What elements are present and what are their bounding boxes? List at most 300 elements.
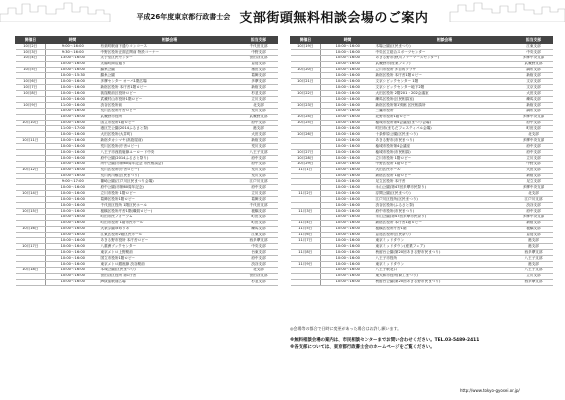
cell-venue: 板橋区役所庁舎1階: [375, 226, 515, 232]
cell-branch: 府中支部: [240, 120, 278, 126]
cell-branch: 渋谷支部: [240, 261, 278, 267]
cell-branch: 板橋支部: [240, 208, 278, 214]
cell-time: 10:00〜16:00: [46, 208, 100, 214]
cell-branch: 豊島支部: [515, 232, 553, 238]
cell-time: 10:00〜16:00: [321, 232, 375, 238]
cell-branch: 杉並支部: [240, 279, 278, 285]
cell-time: 9:00〜16:00: [46, 44, 100, 50]
cell-venue: 町田市役所 1階市民ホール: [100, 220, 240, 226]
cell-venue: 中野区役所 1階ロビー: [375, 161, 515, 167]
cell-venue: 三鷹市役所: [375, 108, 515, 114]
cell-time: 10:00〜16:00: [46, 91, 100, 97]
cell-time: 10:00〜16:00: [46, 185, 100, 191]
cell-time: 10:00〜16:00: [46, 173, 100, 179]
cell-time: 10:00〜16:00: [46, 85, 100, 91]
cell-branch: 文京支部: [515, 85, 553, 91]
cell-date: 10月24日: [291, 114, 321, 120]
cell-time: 10:00〜16:00: [321, 120, 375, 126]
cell-branch: 北支部: [240, 102, 278, 108]
cell-venue: あきる野市役所 本庁舎ロビー: [100, 238, 240, 244]
column-header-date: 開催日: [291, 37, 321, 44]
cell-venue: 秋留台公園(第20回あきる野市民まつり): [375, 250, 515, 256]
cell-venue: 国立市役所1階ロビー: [100, 256, 240, 262]
cell-time: 10:00〜16:00: [321, 191, 375, 197]
cell-date: 11月2日: [291, 191, 321, 197]
cell-date: 10月5日: [16, 67, 46, 73]
cell-date: [291, 279, 321, 285]
cell-time: 10:00〜16:00: [46, 120, 100, 126]
cell-venue: 東京ミッドタウン: [375, 261, 515, 267]
cell-time: 10:00〜16:00: [321, 85, 375, 91]
cell-venue: 東京メトロ銀座線 渋谷駅前: [100, 261, 240, 267]
cell-time: 10:00〜16:00: [46, 61, 100, 67]
cell-venue: 板橋区役所庁舎1階(職員ロビー): [100, 208, 240, 214]
cell-time: 9:00〜17:00: [46, 179, 100, 185]
cell-branch: 中央支部: [240, 244, 278, 250]
cell-branch: 葛飾支部: [240, 73, 278, 79]
cell-time: 10:00〜16:00: [321, 138, 375, 144]
cell-venue: 新宿区役所第1別館 区民相談所: [375, 102, 515, 108]
cell-time: 10:00〜16:00: [46, 279, 100, 285]
cell-branch: 立川支部: [240, 97, 278, 103]
cell-branch: 西多摩支部: [515, 279, 553, 285]
cell-venue: 豊島区役所(区民祭り): [375, 232, 515, 238]
cell-branch: 武蔵野支部: [240, 114, 278, 120]
column-header-branch: 担当支部: [515, 37, 553, 44]
cell-date: 11月7日: [291, 238, 321, 244]
cell-venue: 武蔵野市役所: [100, 114, 240, 120]
cell-date: 10月22日: [291, 91, 321, 97]
cell-date: 11月3日: [291, 208, 321, 214]
cell-venue: 錦糸公園: [100, 67, 240, 73]
cell-venue: 武蔵野市(産業フェア): [375, 61, 515, 67]
cell-branch: 大田支部: [515, 91, 553, 97]
cell-venue: あきる野市(秋川ファーマーズセンター): [375, 55, 515, 61]
cell-branch: 北支部: [515, 191, 553, 197]
cell-time: 10:00〜16:00: [321, 102, 375, 108]
cell-time: 10:00〜15:30: [46, 73, 100, 79]
cell-branch: 杉並支部: [240, 91, 278, 97]
cell-venue: 錦糸公園: [100, 73, 240, 79]
cell-time: 10:00〜16:00: [321, 161, 375, 167]
cell-time: 10:00〜16:00: [321, 226, 375, 232]
cell-venue: 北野市役所1階ロビー: [375, 114, 515, 120]
cell-branch: 文京支部: [515, 79, 553, 85]
cell-venue: 渋谷区役所(ふるさと祭): [375, 203, 515, 209]
cell-date: 10月25日: [291, 120, 321, 126]
cell-time: 10:00〜16:00: [321, 197, 375, 203]
cell-venue: 文京シビックセンター 1階: [375, 79, 515, 85]
cell-time: 10:00〜16:00: [46, 250, 100, 256]
cell-branch: 荒川支部: [240, 167, 278, 173]
cell-venue: 稲城市役所(市民相談): [375, 150, 515, 156]
cell-venue: 本城公園(区民まつり): [100, 267, 240, 273]
column-header-time: 時間: [46, 37, 100, 44]
cell-venue: 江戸川区役所(区民まつり): [375, 197, 515, 203]
cell-venue: 稲城市役所第4会議室(まつり会場): [375, 120, 515, 126]
cell-date: 10月8日: [16, 91, 46, 97]
cell-branch: 八王子支部: [240, 150, 278, 156]
cell-branch: 練馬支部: [515, 97, 553, 103]
cell-branch: 府中支部: [515, 144, 553, 150]
cell-time: 10:00〜16:00: [46, 203, 100, 209]
cell-branch: 豊島支部: [240, 61, 278, 67]
table-row: [16, 279, 278, 285]
cell-branch: 江東支部: [515, 44, 553, 50]
cell-venue: 国立市役所1階ロビー: [100, 120, 240, 126]
cell-date: 10月3日: [16, 49, 46, 55]
cell-time: 10:00〜16:00: [46, 97, 100, 103]
cell-time: 10:00〜16:00: [321, 132, 375, 138]
page-heading: [0, 6, 565, 26]
cell-time: 10:00〜16:00: [46, 267, 100, 273]
cell-time: 10:00〜16:00: [321, 244, 375, 250]
cell-time: 10:00〜16:00: [46, 191, 100, 197]
cell-time: 10:00〜16:00: [321, 155, 375, 161]
footer-notes: [290, 337, 558, 351]
cell-time: 10:00〜16:00: [321, 61, 375, 67]
cell-time: 10:00〜16:00: [321, 279, 375, 285]
cell-branch: 町田支部: [515, 126, 553, 132]
cell-branch: 多摩中央支部: [515, 55, 553, 61]
cell-time: 10:00〜16:00: [321, 214, 375, 220]
cell-time: 10:00〜16:00: [321, 208, 375, 214]
cell-time: 10:00〜16:00: [46, 67, 100, 73]
cell-date: 10月29日: [291, 161, 321, 167]
cell-time: 10:00〜16:00: [321, 250, 375, 256]
cell-date: 11月8日: [291, 250, 321, 256]
cell-time: 10:00〜16:00: [46, 144, 100, 150]
cell-time: 10:00〜16:00: [321, 49, 375, 55]
cell-branch: 港支部: [515, 261, 553, 267]
cell-venue: 府中公園(2014ふるさと祭り): [100, 155, 240, 161]
cell-date: 10月18日: [16, 267, 46, 273]
cell-date: 10月14日: [16, 191, 46, 197]
cell-branch: 千代田支部: [240, 44, 278, 50]
cell-time: 10:00〜16:00: [46, 108, 100, 114]
cell-venue: 十条仲原公園(区民まつり): [375, 132, 515, 138]
column-header-venue: 相談会場: [375, 37, 515, 44]
cell-venue: 新宿区役所 本庁舎1階ロビー: [375, 220, 515, 226]
cell-branch: 板橋支部: [515, 226, 553, 232]
cell-venue: 荒川区役所(庁舎ロビー): [100, 144, 240, 150]
cell-date: 11月6日: [291, 232, 321, 238]
cell-time: 10:00〜16:00: [46, 214, 100, 220]
cell-branch: 町田支部: [240, 220, 278, 226]
cell-branch: 府中支部: [515, 150, 553, 156]
cell-time: 10:00〜16:00: [46, 261, 100, 267]
cell-venue: 大泉学園ゆめりあ: [100, 226, 240, 232]
cell-date: 11月4日: [291, 220, 321, 226]
cell-date: 10月9日: [16, 102, 46, 108]
cell-time: 10:00〜16:00: [321, 167, 375, 173]
cell-time: 10:00〜16:00: [321, 55, 375, 61]
cell-branch: 港支部: [515, 238, 553, 244]
cell-time: 10:00〜16:00: [321, 238, 375, 244]
cell-branch: 武蔵野支部: [515, 61, 553, 67]
schedule-table-right: [290, 36, 553, 286]
cell-time: 10:00〜16:00: [321, 44, 375, 50]
cell-time: 10:00〜16:00: [321, 144, 375, 150]
cell-date: 10月15日: [16, 208, 46, 214]
cell-venue: 中央区立総合スポーツセンター: [375, 49, 515, 55]
column-header-branch: 担当支部: [240, 37, 278, 44]
cell-time: 10:00〜16:00: [46, 138, 100, 144]
cell-venue: 太子堂区民センター: [100, 55, 240, 61]
cell-branch: 府中支部: [240, 185, 278, 191]
cell-time: 10:00〜16:00: [46, 167, 100, 173]
cell-venue: 府中公園(市制60周年記念): [100, 185, 240, 191]
cell-venue: 八王子駅北口: [375, 267, 515, 273]
cell-time: 10:00〜16:00: [46, 220, 100, 226]
cell-time: 11:00〜17:00: [46, 126, 100, 132]
cell-branch: 府中支部: [240, 256, 278, 262]
cell-branch: 多摩中央支部: [515, 214, 553, 220]
cell-branch: 府中支部: [240, 161, 278, 167]
cell-venue: 江東区役所2階区民ホール: [100, 232, 240, 238]
cell-date: 10月20日: [291, 67, 321, 73]
cell-branch: 北支部: [240, 267, 278, 273]
cell-time: 9:30〜16:00: [46, 49, 100, 55]
schedule-table-left: [15, 36, 278, 286]
cell-time: 10:00〜16:00: [46, 232, 100, 238]
consultation-contact-note: ※無料相談会場の案内は、市民相談センターまでお問い合わせください。TEL.03-5489-2411: [290, 338, 480, 343]
cell-time: 10:00〜16:00: [321, 79, 375, 85]
cell-branch: 港支部: [515, 244, 553, 250]
cell-date: 10月21日: [291, 79, 321, 85]
cell-branch: 新宿支部: [515, 220, 553, 226]
cell-time: 10:00〜16:00: [321, 150, 375, 156]
cell-venue: 世田谷区役所 第1庁舎: [100, 273, 240, 279]
cell-branch: 荒川支部: [240, 173, 278, 179]
cell-time: 10:00〜16:00: [321, 261, 375, 267]
cell-venue: 大田区民ホール: [375, 167, 515, 173]
cell-date: 11月1日: [291, 167, 321, 173]
cell-time: 10:00〜16:00: [321, 220, 375, 226]
cell-venue: 練馬区役所(区民相談室): [375, 97, 515, 103]
cell-time: 10:00〜16:00: [321, 256, 375, 262]
cell-venue: 千代田区役所 1階区民ホール: [100, 203, 240, 209]
cell-venue: 新宿区役所 1階ロビー: [375, 173, 515, 179]
cell-date: 10月28日: [291, 155, 321, 161]
cell-branch: 調布支部: [515, 67, 553, 73]
column-header-time: 時間: [321, 37, 375, 44]
cell-venue: JR荻窪駅前広場: [100, 279, 240, 285]
cell-branch: 府中支部: [515, 120, 553, 126]
page-subtitle: 平成26年度東京都行政書士会: [136, 12, 231, 21]
cell-date: 10月17日: [16, 244, 46, 250]
cell-branch: 八王子支部: [515, 267, 553, 273]
cell-branch: 渋谷支部: [515, 203, 553, 209]
cell-branch: 世田谷支部: [240, 55, 278, 61]
cell-branch: 新宿支部: [515, 73, 553, 79]
schedule-change-note: ◎会場等の都合で日時に変更があった場合はお許し願います。: [290, 326, 402, 331]
cell-venue: 港区芝公園(2014ふるさと祭): [100, 126, 240, 132]
cell-date: [16, 279, 46, 285]
cell-date: 10月27日: [291, 150, 321, 156]
cell-time: 10:00〜16:00: [321, 108, 375, 114]
cell-time: 10:00〜16:00: [46, 132, 100, 138]
cell-branch: 多摩支部: [240, 79, 278, 85]
cell-venue: 立川市役所 1階ロビー: [100, 191, 240, 197]
table-row: [291, 279, 553, 285]
cell-date: 10月2日: [16, 44, 46, 50]
cell-venue: 太陽町商店通り: [100, 61, 240, 67]
cell-branch: 江東支部: [240, 232, 278, 238]
cell-venue: 府中市役所(市民まつり): [375, 208, 515, 214]
cell-time: 13:00〜16:00: [46, 55, 100, 61]
cell-venue: 篠崎公園(江戸川区民まつり会場): [100, 179, 240, 185]
cell-branch: 荒川支部: [240, 108, 278, 114]
cell-venue: 荻窪駅前区役所ロビー: [100, 91, 240, 97]
cell-branch: 大田支部: [240, 132, 278, 138]
cell-venue: 東京ミッドタウン: [375, 238, 515, 244]
cell-time: 10:00〜16:00: [321, 73, 375, 79]
cell-venue: 町田市(まちだフェスティバル会場): [375, 126, 515, 132]
cell-branch: 調布支部: [515, 108, 553, 114]
cell-branch: 中野支部: [240, 49, 278, 55]
cell-venue: 大田区役所(大井町): [100, 132, 240, 138]
cell-venue: 所中公園(市制60周年記念 市民相談会): [100, 161, 240, 167]
cell-venue: 文京シビックセンター地下2階: [375, 85, 515, 91]
cell-branch: 府中支部: [515, 208, 553, 214]
cell-branch: 新宿支部: [515, 102, 553, 108]
cell-venue: 八王子市西放射線ユーロード中央: [100, 150, 240, 156]
cell-venue: あきる野市(市民まつり): [375, 138, 515, 144]
cell-time: 10:00〜16:00: [321, 91, 375, 97]
cell-branch: 多摩中央支部: [515, 138, 553, 144]
cell-time: 10:00〜16:00: [46, 161, 100, 167]
cell-venue: 永山公園(第47回多摩市民祭り): [375, 214, 515, 220]
cell-branch: 府中支部: [240, 155, 278, 161]
cell-branch: 新宿支部: [515, 173, 553, 179]
cell-venue: 足立区役所 本庁舎: [375, 179, 515, 185]
cell-venue: 木場公園(区民まつり): [375, 44, 515, 50]
page-title: 支部街頭無料相談会場のご案内: [239, 11, 429, 26]
cell-venue: 東京メトロ上野駅前: [100, 250, 240, 256]
cell-branch: 多摩中央支部: [515, 185, 553, 191]
cell-time: 10:00〜16:00: [46, 226, 100, 232]
cell-time: 10:00〜16:00: [46, 238, 100, 244]
cell-date: 10月11日: [16, 138, 46, 144]
cell-branch: 新宿支部: [240, 138, 278, 144]
cell-date: 10月7日: [16, 85, 46, 91]
cell-venue: 町田市民フォーラム: [100, 214, 240, 220]
cell-venue: 新宿タカシマヤ(高島屋前): [100, 138, 240, 144]
cell-branch: 中央支部: [515, 49, 553, 55]
cell-venue: 荒川区役所庁舎ロビー: [100, 108, 240, 114]
cell-branch: 立川支部: [240, 191, 278, 197]
cell-venue: 多摩センター オーパ1階広場: [100, 79, 240, 85]
cell-time: 10:00〜16:00: [46, 273, 100, 279]
cell-branch: 練馬支部: [240, 226, 278, 232]
cell-venue: 稲城市役所第4会議室: [375, 144, 515, 150]
cell-branch: 大田支部: [515, 167, 553, 173]
cell-date: 10月19日: [291, 44, 321, 50]
cell-branch: 八王子支部: [515, 256, 553, 262]
cell-date: 10月26日: [291, 132, 321, 138]
cell-branch: 中野支部: [515, 161, 553, 167]
cell-branch: 多摩中央支部: [515, 114, 553, 120]
cell-time: 10:00〜16:00: [321, 173, 375, 179]
cell-venue: 武蔵村山市役所1階ロビー: [100, 97, 240, 103]
cell-venue: 立川市役所 1階ロビー: [375, 155, 515, 161]
cell-venue: 浮間公園(区民まつり): [375, 191, 515, 197]
cell-venue: 有楽町駅前下通りコンコース: [100, 44, 240, 50]
column-header-venue: 相談会場: [100, 37, 240, 44]
cell-branch: 足立支部: [515, 179, 553, 185]
cell-time: 10:00〜16:00: [321, 97, 375, 103]
cell-time: 10:00〜16:00: [321, 273, 375, 279]
cell-venue: 新宿区役所 本庁舎1階ロビー: [375, 73, 515, 79]
cell-branch: 立川支部: [515, 155, 553, 161]
cell-time: 10:00〜16:00: [321, 267, 375, 273]
cell-branch: 町田支部: [240, 214, 278, 220]
website-url-link[interactable]: http://www.tokyo-gyosei.or.jp/: [460, 388, 520, 393]
cell-time: 10:00〜16:00: [46, 155, 100, 161]
cell-date: 10月6日: [16, 79, 46, 85]
cell-venue: 秋留台公園(第20回あきる野市民まつり): [375, 279, 515, 285]
cell-date: 10月4日: [16, 55, 46, 61]
cell-venue: 東大和市役所(商工まつり): [375, 273, 515, 279]
cell-venue: 新宿区役所 本庁舎1階ロビー: [100, 85, 240, 91]
cell-venue: 東京ミッドタウン(産業フェア): [375, 244, 515, 250]
cell-date: 10月12日: [16, 167, 46, 173]
cell-venue: 立川市役所 多目的プラザ: [375, 67, 515, 73]
cell-branch: 西多摩支部: [515, 250, 553, 256]
cell-venue: 葛飾区役所1階ロビー: [100, 197, 240, 203]
cell-venue: 八重洲ブックセンター: [100, 244, 240, 250]
cell-venue: 渋谷区役所前: [100, 102, 240, 108]
cell-branch: 西多摩支部: [240, 238, 278, 244]
cell-branch: 葛飾支部: [240, 197, 278, 203]
cell-branch: 立川支部: [515, 273, 553, 279]
cell-time: 10:00〜16:00: [321, 203, 375, 209]
cell-time: 10:00〜16:00: [321, 126, 375, 132]
cell-venue: 荒川河川敷(区民まつり): [100, 173, 240, 179]
cell-branch: 新宿支部: [240, 85, 278, 91]
branch-info-note: ※各支部については、東京都行政書士会のホームページをご覧ください。: [290, 345, 435, 350]
cell-time: 10:00〜16:00: [46, 150, 100, 156]
cell-time: 11:00〜16:00: [46, 102, 100, 108]
cell-branch: 港支部: [240, 126, 278, 132]
cell-time: 10:00〜16:00: [321, 67, 375, 73]
cell-venue: 大田区役所 2階201・202会議室: [375, 91, 515, 97]
cell-branch: 江戸川支部: [240, 179, 278, 185]
cell-time: 10:00〜16:00: [46, 79, 100, 85]
cell-date: 11月9日: [291, 261, 321, 267]
cell-date: 10月16日: [16, 226, 46, 232]
cell-branch: 台東支部: [240, 250, 278, 256]
cell-time: 10:00〜16:00: [46, 244, 100, 250]
cell-time: 10:00〜16:00: [321, 185, 375, 191]
cell-time: 10:00〜16:00: [321, 179, 375, 185]
cell-time: 10:00〜16:00: [46, 256, 100, 262]
cell-branch: 墨田支部: [240, 67, 278, 73]
column-header-date: 開催日: [16, 37, 46, 44]
cell-time: 10:00〜16:00: [321, 114, 375, 120]
cell-branch: 荒川支部: [240, 144, 278, 150]
cell-branch: 千代田支部: [240, 203, 278, 209]
cell-branch: 江戸川支部: [515, 197, 553, 203]
cell-branch: 北支部: [515, 132, 553, 138]
cell-venue: 永山公園(第47回多摩市民祭り): [375, 185, 515, 191]
cell-venue: 中野区役所正面玄関前 特設コーナー: [100, 49, 240, 55]
cell-time: 10:00〜16:00: [46, 114, 100, 120]
cell-time: 10:00〜16:00: [46, 197, 100, 203]
cell-date: 10月23日: [291, 102, 321, 108]
cell-venue: 八王子市役所: [375, 256, 515, 262]
